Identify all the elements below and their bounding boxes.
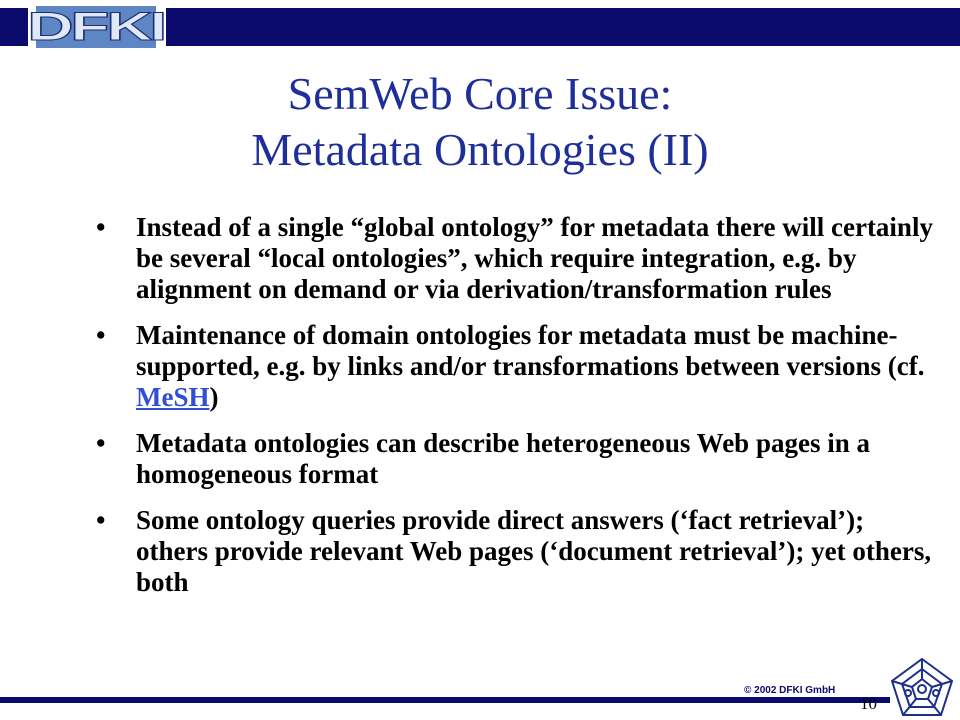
slide-title-line-2: Metadata Ontologies (II) <box>251 124 709 175</box>
header-bar-left <box>0 8 28 46</box>
bullet-text: Some ontology queries provide direct answers (‘fact retrieval’); others provide relevant Web pages (‘document retrieval’); yet others, both <box>136 505 932 597</box>
bullet-item <box>96 320 936 413</box>
bullet-text-end: ) <box>209 382 219 412</box>
footer-bar <box>0 697 890 703</box>
slide-title-line-1: SemWeb Core Issue: <box>287 68 673 119</box>
bullet-marker: • <box>96 505 106 535</box>
bullet-text: Maintenance of domain ontologies for metadata must be machine-supported, e.g. by links and/or transformations between versions (cf. <box>136 320 925 381</box>
bullet-item <box>96 212 936 305</box>
bullet-text: Instead of a single “global ontology” for metadata there will certainly be several “local ontologies”, which require integration, e.g. by alignment on demand or via derivation/transformation rules <box>136 212 933 304</box>
copyright-notice: © 2002 DFKI GmbH <box>744 685 836 696</box>
mesh-link[interactable]: MeSH <box>136 382 210 412</box>
bullet-item <box>96 505 936 598</box>
dfki-logo <box>27 4 165 50</box>
page-number: 10 <box>860 694 877 713</box>
bullet-list <box>96 212 936 613</box>
web-pentagon-logo-icon <box>888 655 956 719</box>
dfki-logo-text: DFKI <box>27 5 165 49</box>
bullet-item <box>96 428 936 490</box>
bullet-marker: • <box>96 428 106 458</box>
slide-title <box>0 66 960 178</box>
bullet-marker: • <box>96 320 106 350</box>
bullet-text: Metadata ontologies can describe heterogeneous Web pages in a homogeneous format <box>136 428 870 489</box>
bullet-marker: • <box>96 212 106 242</box>
header-bar-right <box>166 8 960 46</box>
